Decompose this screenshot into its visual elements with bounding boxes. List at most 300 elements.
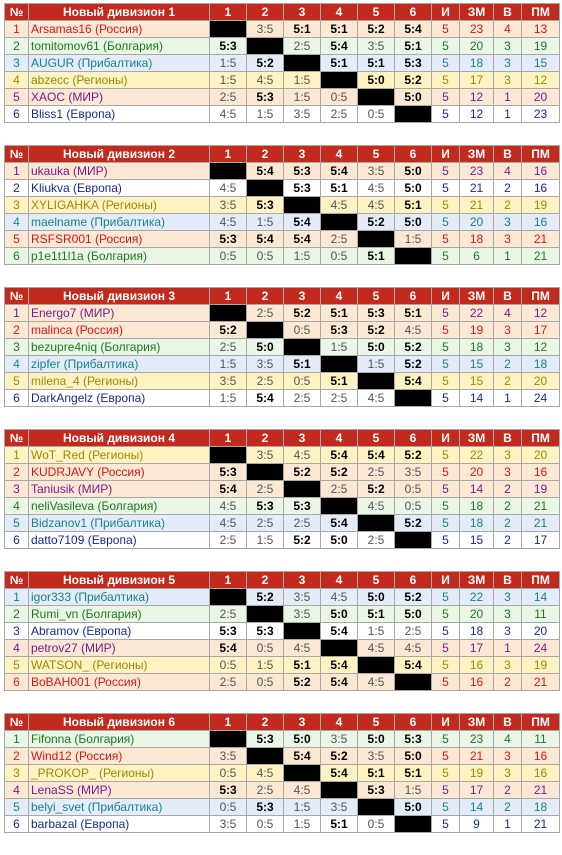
match-score-cell: 5:4 xyxy=(395,373,432,390)
games-cell: 5 xyxy=(432,180,460,197)
match-score-cell: 5:4 xyxy=(395,21,432,38)
rank-cell: 1 xyxy=(5,731,29,748)
rank-cell: 5 xyxy=(5,89,29,106)
match-score-cell: 5:2 xyxy=(395,356,432,373)
points-for-cell: 9 xyxy=(460,816,494,833)
match-score-cell: 0:5 xyxy=(358,106,395,123)
games-cell: 5 xyxy=(432,657,460,674)
match-score-cell: 3:5 xyxy=(284,589,321,606)
match-score-cell: 2:5 xyxy=(321,481,358,498)
wins-cell: 2 xyxy=(494,356,522,373)
match-score-cell: 3:5 xyxy=(210,748,247,765)
player-name-cell: Bidzanov1 (Прибалтика) xyxy=(29,515,210,532)
match-score-cell: 5:4 xyxy=(321,447,358,464)
points-for-cell: 22 xyxy=(460,589,494,606)
match-score-cell: 0:5 xyxy=(210,248,247,265)
col-header-round: 6 xyxy=(395,430,432,447)
self-match-cell xyxy=(321,356,358,373)
games-cell: 5 xyxy=(432,305,460,322)
points-for-cell: 12 xyxy=(460,106,494,123)
wins-cell: 1 xyxy=(494,816,522,833)
match-score-cell: 5:4 xyxy=(395,657,432,674)
player-name-cell: Abramov (Европа) xyxy=(29,623,210,640)
player-name-cell: malinca (Россия) xyxy=(29,322,210,339)
self-match-cell xyxy=(358,231,395,248)
rank-cell: 4 xyxy=(5,356,29,373)
wins-cell: 4 xyxy=(494,21,522,38)
self-match-cell xyxy=(284,481,321,498)
match-score-cell: 5:0 xyxy=(358,731,395,748)
points-against-cell: 19 xyxy=(522,481,560,498)
wins-cell: 3 xyxy=(494,657,522,674)
player-name-cell: Taniusik (МИР) xyxy=(29,481,210,498)
col-header-games: И xyxy=(432,714,460,731)
match-score-cell: 5:1 xyxy=(321,305,358,322)
standings-row xyxy=(5,356,560,373)
match-score-cell: 5:0 xyxy=(321,532,358,549)
points-for-cell: 14 xyxy=(460,799,494,816)
player-name-cell: Kliukva (Европа) xyxy=(29,180,210,197)
match-score-cell: 5:2 xyxy=(247,589,284,606)
self-match-cell xyxy=(247,322,284,339)
rank-cell: 4 xyxy=(5,498,29,515)
points-for-cell: 21 xyxy=(460,180,494,197)
match-score-cell: 5:3 xyxy=(247,89,284,106)
games-cell: 5 xyxy=(432,481,460,498)
points-for-cell: 20 xyxy=(460,38,494,55)
col-header-no: № xyxy=(5,146,29,163)
match-score-cell: 5:3 xyxy=(210,464,247,481)
match-score-cell: 5:2 xyxy=(395,339,432,356)
match-score-cell: 5:4 xyxy=(321,657,358,674)
col-header-round: 5 xyxy=(358,714,395,731)
wins-cell: 3 xyxy=(494,55,522,72)
wins-cell: 1 xyxy=(494,248,522,265)
match-score-cell: 5:2 xyxy=(284,464,321,481)
games-cell: 5 xyxy=(432,339,460,356)
self-match-cell xyxy=(210,21,247,38)
match-score-cell: 5:2 xyxy=(395,515,432,532)
rank-cell: 4 xyxy=(5,214,29,231)
points-for-cell: 16 xyxy=(460,674,494,691)
match-score-cell: 3:5 xyxy=(284,606,321,623)
player-name-cell: XAOC (МИР) xyxy=(29,89,210,106)
wins-cell: 2 xyxy=(494,532,522,549)
points-for-cell: 18 xyxy=(460,231,494,248)
col-header-no: № xyxy=(5,288,29,305)
division-header-row xyxy=(5,430,560,447)
self-match-cell xyxy=(358,373,395,390)
match-score-cell: 5:3 xyxy=(284,498,321,515)
points-for-cell: 17 xyxy=(460,782,494,799)
rank-cell: 2 xyxy=(5,464,29,481)
match-score-cell: 5:2 xyxy=(358,21,395,38)
division-title: Новый дивизион 5 xyxy=(29,572,210,589)
division-table-1 xyxy=(4,3,560,123)
match-score-cell: 5:0 xyxy=(358,589,395,606)
division-title: Новый дивизион 2 xyxy=(29,146,210,163)
match-score-cell: 5:1 xyxy=(321,21,358,38)
rank-cell: 2 xyxy=(5,322,29,339)
self-match-cell xyxy=(321,782,358,799)
standings-row xyxy=(5,322,560,339)
wins-cell: 3 xyxy=(494,322,522,339)
games-cell: 5 xyxy=(432,748,460,765)
self-match-cell xyxy=(321,498,358,515)
match-score-cell: 0:5 xyxy=(358,816,395,833)
player-name-cell: belyi_svet (Прибалтика) xyxy=(29,799,210,816)
match-score-cell: 5:3 xyxy=(210,38,247,55)
points-against-cell: 11 xyxy=(522,731,560,748)
match-score-cell: 5:1 xyxy=(321,180,358,197)
col-header-points-against: ПМ xyxy=(522,714,560,731)
match-score-cell: 2:5 xyxy=(358,532,395,549)
col-header-no: № xyxy=(5,430,29,447)
match-score-cell: 5:4 xyxy=(321,674,358,691)
match-score-cell: 2:5 xyxy=(247,481,284,498)
rank-cell: 5 xyxy=(5,231,29,248)
col-header-round: 1 xyxy=(210,572,247,589)
match-score-cell: 0:5 xyxy=(395,498,432,515)
division-title: Новый дивизион 4 xyxy=(29,430,210,447)
division-table-3 xyxy=(4,287,560,407)
match-score-cell: 1:5 xyxy=(284,89,321,106)
col-header-no: № xyxy=(5,572,29,589)
match-score-cell: 5:1 xyxy=(284,356,321,373)
rank-cell: 3 xyxy=(5,197,29,214)
standings-row xyxy=(5,731,560,748)
wins-cell: 3 xyxy=(494,447,522,464)
match-score-cell: 4:5 xyxy=(210,214,247,231)
rank-cell: 6 xyxy=(5,390,29,407)
standings-row xyxy=(5,640,560,657)
points-against-cell: 20 xyxy=(522,447,560,464)
match-score-cell: 5:2 xyxy=(358,322,395,339)
col-header-round: 1 xyxy=(210,714,247,731)
self-match-cell xyxy=(210,731,247,748)
col-header-round: 5 xyxy=(358,288,395,305)
match-score-cell: 4:5 xyxy=(395,322,432,339)
standings-row xyxy=(5,515,560,532)
col-header-round: 2 xyxy=(247,430,284,447)
player-name-cell: p1e1t1l1a (Болгария) xyxy=(29,248,210,265)
match-score-cell: 3:5 xyxy=(247,21,284,38)
games-cell: 5 xyxy=(432,623,460,640)
self-match-cell xyxy=(247,180,284,197)
wins-cell: 3 xyxy=(494,231,522,248)
player-name-cell: igor333 (Прибалтика) xyxy=(29,589,210,606)
match-score-cell: 5:4 xyxy=(321,163,358,180)
games-cell: 5 xyxy=(432,248,460,265)
player-name-cell: _PROKOP_ (Регионы) xyxy=(29,765,210,782)
col-header-round: 1 xyxy=(210,288,247,305)
match-score-cell: 4:5 xyxy=(210,106,247,123)
games-cell: 5 xyxy=(432,214,460,231)
rank-cell: 6 xyxy=(5,674,29,691)
rank-cell: 2 xyxy=(5,38,29,55)
division-table-6 xyxy=(4,713,560,833)
standings-row xyxy=(5,214,560,231)
standings-row xyxy=(5,106,560,123)
wins-cell: 3 xyxy=(494,765,522,782)
player-name-cell: zipfer (Прибалтика) xyxy=(29,356,210,373)
points-for-cell: 18 xyxy=(460,623,494,640)
col-header-wins: В xyxy=(494,146,522,163)
points-for-cell: 17 xyxy=(460,72,494,89)
match-score-cell: 5:2 xyxy=(284,674,321,691)
self-match-cell xyxy=(210,447,247,464)
standings-row xyxy=(5,180,560,197)
match-score-cell: 3:5 xyxy=(321,731,358,748)
col-header-wins: В xyxy=(494,430,522,447)
col-header-games: И xyxy=(432,146,460,163)
match-score-cell: 5:1 xyxy=(358,55,395,72)
col-header-round: 6 xyxy=(395,4,432,21)
player-name-cell: XYLIGAHKA (Регионы) xyxy=(29,197,210,214)
match-score-cell: 5:2 xyxy=(321,748,358,765)
wins-cell: 4 xyxy=(494,305,522,322)
points-against-cell: 16 xyxy=(522,163,560,180)
points-against-cell: 21 xyxy=(522,816,560,833)
standings-row xyxy=(5,589,560,606)
wins-cell: 2 xyxy=(494,515,522,532)
points-against-cell: 14 xyxy=(522,589,560,606)
self-match-cell xyxy=(284,623,321,640)
standings-row xyxy=(5,464,560,481)
games-cell: 5 xyxy=(432,55,460,72)
rank-cell: 3 xyxy=(5,339,29,356)
match-score-cell: 4:5 xyxy=(358,180,395,197)
col-header-points-against: ПМ xyxy=(522,430,560,447)
rank-cell: 6 xyxy=(5,532,29,549)
match-score-cell: 4:5 xyxy=(358,197,395,214)
match-score-cell: 2:5 xyxy=(210,89,247,106)
games-cell: 5 xyxy=(432,163,460,180)
match-score-cell: 4:5 xyxy=(210,498,247,515)
wins-cell: 2 xyxy=(494,481,522,498)
points-for-cell: 20 xyxy=(460,606,494,623)
games-cell: 5 xyxy=(432,765,460,782)
standings-row xyxy=(5,197,560,214)
points-for-cell: 19 xyxy=(460,765,494,782)
match-score-cell: 3:5 xyxy=(247,356,284,373)
col-header-points-against: ПМ xyxy=(522,288,560,305)
match-score-cell: 5:0 xyxy=(395,748,432,765)
points-against-cell: 19 xyxy=(522,657,560,674)
self-match-cell xyxy=(358,657,395,674)
rank-cell: 2 xyxy=(5,180,29,197)
player-name-cell: tomitomov61 (Болгария) xyxy=(29,38,210,55)
self-match-cell xyxy=(321,214,358,231)
self-match-cell xyxy=(284,55,321,72)
points-for-cell: 14 xyxy=(460,481,494,498)
player-name-cell: RSFSR001 (Россия) xyxy=(29,231,210,248)
games-cell: 5 xyxy=(432,21,460,38)
match-score-cell: 4:5 xyxy=(358,390,395,407)
match-score-cell: 5:0 xyxy=(321,606,358,623)
match-score-cell: 5:0 xyxy=(395,163,432,180)
match-score-cell: 4:5 xyxy=(247,765,284,782)
self-match-cell xyxy=(247,606,284,623)
self-match-cell xyxy=(358,89,395,106)
match-score-cell: 5:3 xyxy=(247,197,284,214)
standings-row xyxy=(5,339,560,356)
division-header-row xyxy=(5,146,560,163)
points-against-cell: 20 xyxy=(522,373,560,390)
match-score-cell: 5:2 xyxy=(358,481,395,498)
points-against-cell: 17 xyxy=(522,532,560,549)
points-against-cell: 16 xyxy=(522,214,560,231)
match-score-cell: 0:5 xyxy=(210,657,247,674)
match-score-cell: 2:5 xyxy=(247,373,284,390)
wins-cell: 4 xyxy=(494,731,522,748)
player-name-cell: Bliss1 (Европа) xyxy=(29,106,210,123)
standings-row xyxy=(5,623,560,640)
self-match-cell xyxy=(395,248,432,265)
points-against-cell: 17 xyxy=(522,322,560,339)
points-against-cell: 20 xyxy=(522,89,560,106)
col-header-wins: В xyxy=(494,288,522,305)
match-score-cell: 4:5 xyxy=(284,782,321,799)
standings-row xyxy=(5,373,560,390)
match-score-cell: 5:4 xyxy=(284,748,321,765)
col-header-points-against: ПМ xyxy=(522,146,560,163)
self-match-cell xyxy=(284,197,321,214)
player-name-cell: LenaSS (МИР) xyxy=(29,782,210,799)
match-score-cell: 5:1 xyxy=(321,373,358,390)
points-for-cell: 21 xyxy=(460,197,494,214)
wins-cell: 2 xyxy=(494,674,522,691)
col-header-round: 4 xyxy=(321,714,358,731)
self-match-cell xyxy=(395,106,432,123)
self-match-cell xyxy=(210,589,247,606)
match-score-cell: 1:5 xyxy=(284,816,321,833)
self-match-cell xyxy=(395,390,432,407)
points-for-cell: 17 xyxy=(460,640,494,657)
points-against-cell: 21 xyxy=(522,248,560,265)
points-against-cell: 16 xyxy=(522,464,560,481)
points-against-cell: 21 xyxy=(522,231,560,248)
match-score-cell: 4:5 xyxy=(358,498,395,515)
self-match-cell xyxy=(247,748,284,765)
standings-row xyxy=(5,38,560,55)
match-score-cell: 1:5 xyxy=(358,356,395,373)
col-header-round: 6 xyxy=(395,146,432,163)
match-score-cell: 2:5 xyxy=(247,515,284,532)
match-score-cell: 5:3 xyxy=(247,731,284,748)
match-score-cell: 5:3 xyxy=(321,322,358,339)
match-score-cell: 5:0 xyxy=(284,731,321,748)
col-header-round: 6 xyxy=(395,572,432,589)
self-match-cell xyxy=(358,515,395,532)
match-score-cell: 0:5 xyxy=(321,248,358,265)
self-match-cell xyxy=(284,765,321,782)
standings-row xyxy=(5,447,560,464)
wins-cell: 3 xyxy=(494,589,522,606)
match-score-cell: 2:5 xyxy=(321,390,358,407)
games-cell: 5 xyxy=(432,197,460,214)
standings-row xyxy=(5,390,560,407)
match-score-cell: 5:1 xyxy=(321,816,358,833)
self-match-cell xyxy=(284,339,321,356)
match-score-cell: 5:3 xyxy=(358,782,395,799)
self-match-cell xyxy=(358,799,395,816)
player-name-cell: milena_4 (Регионы) xyxy=(29,373,210,390)
games-cell: 5 xyxy=(432,38,460,55)
match-score-cell: 0:5 xyxy=(395,481,432,498)
games-cell: 5 xyxy=(432,322,460,339)
points-against-cell: 12 xyxy=(522,305,560,322)
match-score-cell: 3:5 xyxy=(358,163,395,180)
points-for-cell: 18 xyxy=(460,339,494,356)
match-score-cell: 0:5 xyxy=(210,799,247,816)
points-for-cell: 22 xyxy=(460,305,494,322)
col-header-no: № xyxy=(5,4,29,21)
col-header-points-against: ПМ xyxy=(522,572,560,589)
rank-cell: 4 xyxy=(5,72,29,89)
col-header-round: 2 xyxy=(247,714,284,731)
points-against-cell: 18 xyxy=(522,356,560,373)
match-score-cell: 1:5 xyxy=(210,356,247,373)
points-against-cell: 12 xyxy=(522,339,560,356)
match-score-cell: 5:0 xyxy=(395,606,432,623)
match-score-cell: 0:5 xyxy=(284,373,321,390)
match-score-cell: 4:5 xyxy=(247,72,284,89)
standings-row xyxy=(5,163,560,180)
match-score-cell: 5:2 xyxy=(284,305,321,322)
col-header-round: 2 xyxy=(247,288,284,305)
match-score-cell: 5:0 xyxy=(395,214,432,231)
match-score-cell: 5:1 xyxy=(395,197,432,214)
match-score-cell: 1:5 xyxy=(358,623,395,640)
points-against-cell: 21 xyxy=(522,782,560,799)
match-score-cell: 5:0 xyxy=(358,339,395,356)
standings-row xyxy=(5,799,560,816)
match-score-cell: 5:4 xyxy=(210,640,247,657)
match-score-cell: 2:5 xyxy=(284,38,321,55)
points-for-cell: 6 xyxy=(460,248,494,265)
player-name-cell: petrov27 (МИР) xyxy=(29,640,210,657)
match-score-cell: 3:5 xyxy=(210,816,247,833)
division-table-4 xyxy=(4,429,560,549)
col-header-round: 2 xyxy=(247,4,284,21)
points-for-cell: 14 xyxy=(460,390,494,407)
games-cell: 5 xyxy=(432,89,460,106)
rank-cell: 3 xyxy=(5,765,29,782)
match-score-cell: 3:5 xyxy=(247,447,284,464)
match-score-cell: 5:2 xyxy=(358,214,395,231)
points-against-cell: 21 xyxy=(522,674,560,691)
games-cell: 5 xyxy=(432,464,460,481)
games-cell: 5 xyxy=(432,816,460,833)
points-against-cell: 24 xyxy=(522,390,560,407)
rank-cell: 1 xyxy=(5,589,29,606)
points-for-cell: 19 xyxy=(460,322,494,339)
col-header-points-against: ПМ xyxy=(522,4,560,21)
division-header-row xyxy=(5,288,560,305)
match-score-cell: 2:5 xyxy=(284,390,321,407)
player-name-cell: maelname (Прибалтика) xyxy=(29,214,210,231)
match-score-cell: 4:5 xyxy=(358,674,395,691)
match-score-cell: 5:2 xyxy=(395,72,432,89)
col-header-round: 3 xyxy=(284,430,321,447)
match-score-cell: 5:2 xyxy=(321,464,358,481)
games-cell: 5 xyxy=(432,674,460,691)
standings-row xyxy=(5,816,560,833)
rank-cell: 2 xyxy=(5,748,29,765)
self-match-cell xyxy=(321,72,358,89)
rank-cell: 1 xyxy=(5,447,29,464)
